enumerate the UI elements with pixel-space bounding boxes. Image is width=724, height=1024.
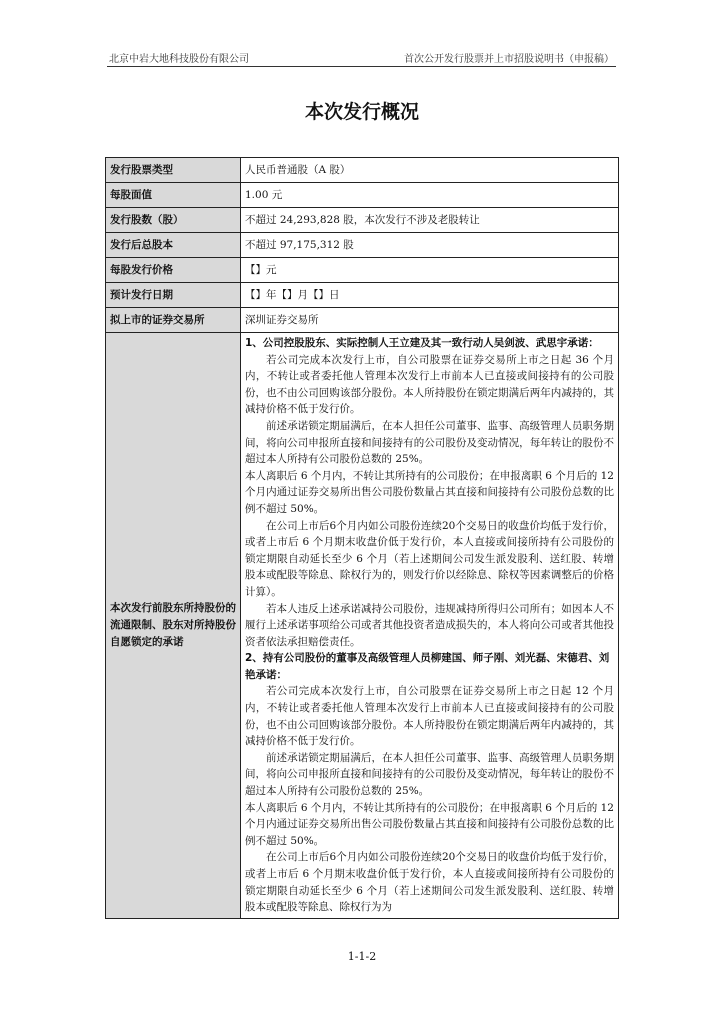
paragraph: 在公司上市后6个月内如公司股份连续20个交易日的收盘价均低于发行价，或者上市后 6 个月期末收盘价低于发行价，本人直接或间接所持有公司股份的锁定期限自动延长至少 6 个月（若上述期间公司发生派发股利、送红股、转增股本或配股等除息、除权行为的，则发行价以经除息、除权等因素调整后的价格计算）。 xyxy=(245,519,614,598)
section-heading: 1、公司控股股东、实际控制人王立建及其一致行动人吴剑波、武思宇承诺： xyxy=(245,337,599,349)
table-row xyxy=(106,233,619,258)
row-value: 不超过 97,175,312 股 xyxy=(241,233,619,258)
paragraph: 本人离职后 6 个月内，不转让其所持有的公司股份；在申报离职 6 个月后的 12 个月内通过证券交易所出售公司股份数量占其直接和间接持有公司股份总数的比例不超过 50%。 xyxy=(245,469,614,515)
row-key: 拟上市的证券交易所 xyxy=(106,308,241,333)
row-value: 人民币普通股（A 股） xyxy=(241,158,619,183)
header-doc-title: 首次公开发行股票并上市招股说明书（申报稿） xyxy=(404,54,614,65)
table-row xyxy=(106,283,619,308)
row-value: 1.00 元 xyxy=(241,183,619,208)
row-value: 深圳证券交易所 xyxy=(241,308,619,333)
paragraph: 本人离职后 6 个月内，不转让其所持有的公司股份；在申报离职 6 个月后的 12 个月内通过证券交易所出售公司股份数量占其直接和间接持有公司股份总数的比例不超过 50%。 xyxy=(245,801,614,847)
offering-summary-table xyxy=(105,157,619,919)
row-value: 不超过 24,293,828 股，本次发行不涉及老股转让 xyxy=(241,208,619,233)
row-key: 每股面值 xyxy=(106,183,241,208)
page-title: 本次发行概况 xyxy=(304,101,419,123)
commitment-row xyxy=(106,333,619,919)
row-key: 预计发行日期 xyxy=(106,283,241,308)
paragraph: 在公司上市后6个月内如公司股份连续20个交易日的收盘价均低于发行价，或者上市后 6 个月期末收盘价低于发行价，本人直接或间接所持有公司股份的锁定期限自动延长至少 6 个月（若上述期间公司发生派发股利、送红股、转增股本或配股等除息、除权行为为 xyxy=(245,851,614,914)
page-number: 1-1-2 xyxy=(347,950,377,963)
row-key: 发行股数（股） xyxy=(106,208,241,233)
row-key: 每股发行价格 xyxy=(106,258,241,283)
row-value: 【】年【】月【】日 xyxy=(241,283,619,308)
section-heading: 2、持有公司股份的董事及高级管理人员柳建国、师子刚、刘光磊、宋德君、刘艳承诺： xyxy=(245,652,610,681)
running-header xyxy=(107,50,616,67)
paragraph: 若本人违反上述承诺减持公司股份，违规减持所得归公司所有；如因本人不履行上述承诺事项给公司或者其他投资者造成损失的，本人将向公司或者其他投资者依法承担赔偿责任。 xyxy=(245,602,614,648)
paragraph: 若公司完成本次发行上市，自公司股票在证券交易所上市之日起 36 个月内，不转让或者委托他人管理本次发行上市前本人已直接或间接持有的公司股份，也不由公司回购该部分股份。本人所持股份在锁定期满后两年内减持的，其减持价格不低于发行价。 xyxy=(245,353,614,416)
header-company: 北京中岩大地科技股份有限公司 xyxy=(109,54,249,65)
table-row xyxy=(106,308,619,333)
table-row xyxy=(106,208,619,233)
table-row xyxy=(106,158,619,183)
table-row xyxy=(106,258,619,283)
paragraph: 前述承诺锁定期届满后，在本人担任公司董事、监事、高级管理人员职务期间，将向公司申报所直接和间接持有的公司股份及变动情况，每年转让的股份不超过本人所持有公司股份总数的 25%。 xyxy=(245,419,614,466)
commitment-label: 本次发行前股东所持股份的流通限制、股东对所持股份自愿锁定的承诺 xyxy=(106,333,241,919)
table-row xyxy=(106,183,619,208)
commitment-body xyxy=(241,333,619,919)
row-key: 发行后总股本 xyxy=(106,233,241,258)
paragraph: 前述承诺锁定期届满后，在本人担任公司董事、监事、高级管理人员职务期间，将向公司申报所直接和间接持有的公司股份及变动情况，每年转让的股份不超过本人所持有公司股份总数的 25%。 xyxy=(245,751,614,798)
row-value: 【】元 xyxy=(241,258,619,283)
paragraph: 若公司完成本次发行上市，自公司股票在证券交易所上市之日起 12 个月内，不转让或者委托他人管理本次发行上市前本人已直接或间接持有的公司股份，也不由公司回购该部分股份。本人所持股份在锁定期满后两年内减持的，其减持价格不低于发行价。 xyxy=(245,685,614,748)
row-key: 发行股票类型 xyxy=(106,158,241,183)
